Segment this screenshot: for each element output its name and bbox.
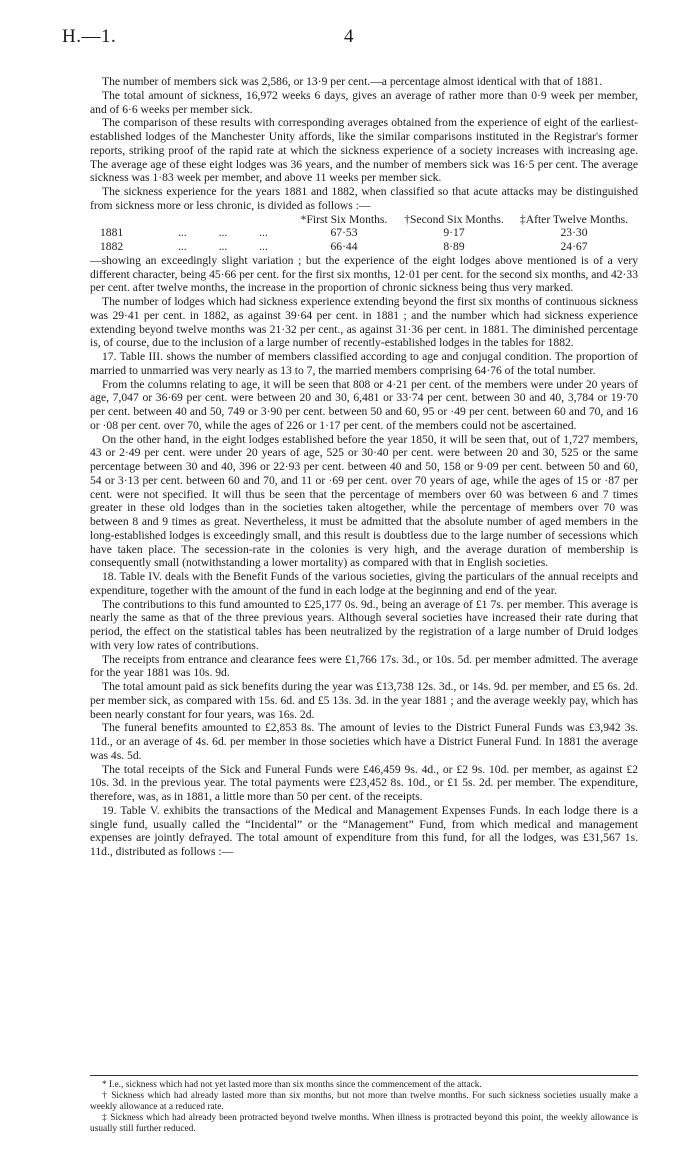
- paragraph-lodges-experience: The number of lodges which had sickness experience extending beyond the first six months of continuous sickness was 29·41 per cent. in 1882, as against 39·64 per cent. in 1881 ; and the number which had sickness experience extending beyond twelve months was 21·32 per cent., as against 31·36 per cent. in 1881. The diminished percentage is, of course, due to the inclusion of a large number of recently-established lodges in the tables for 1882.: [90, 295, 638, 350]
- paragraph-age-columns: From the columns relating to age, it will be seen that 808 or 4·21 per cent. of the members were under 20 years of age, 7,047 or 36·69 per cent. were between 20 and 30, 6,481 or 33·74 per cent. between 30 and 40, 3,784 or 19·70 per cent. between 40 and 50, 749 or 3·90 per cent. between 50 and 60, 95 or ·49 per cent. between 60 and 70, and 16 or ·08 per cent. over 70, while the ages of 226 or 1·17 per cent. of the members could not be ascertained.: [90, 377, 638, 432]
- paragraph-section-17: 17. Table III. shows the number of members classified according to age and conjugal condition. The proportion of married to unmarried was very nearly as 13 to 7, the married members comprising 64·76 of the total number.: [90, 350, 638, 377]
- page-number: 4: [344, 26, 354, 47]
- report-body: [90, 75, 638, 859]
- footnote-second-six-months: † Sickness which had already lasted more than six months, but not more than twelve months. For such sickness societies usually make a weekly allowance at a reduced rate.: [90, 1091, 638, 1112]
- row-year: 1882: [100, 240, 124, 253]
- paragraph-members-sick: The number of members sick was 2,586, or 13·9 per cent.—a percentage almost identical with that of 1881.: [102, 75, 602, 88]
- footnotes: [90, 1080, 638, 1135]
- column-header-second-six-months: †Second Six Months.: [404, 212, 504, 226]
- paragraph-sick-benefits: The total amount paid as sick benefits during the year was £13,738 12s. 3d., or 14s. 9d. per member, and £5 6s. 2d. per member sick, as compared with 15s. 6d. and £5 13s. 3d. in the year 1881 ; and the average weekly pay, which has been nearly constant for four years, was 16s. 2d.: [90, 680, 638, 721]
- paragraph-funeral-benefits: The funeral benefits amounted to £2,853 8s. The amount of levies to the District Funeral Funds was £3,942 3s. 11d., or an average of 4s. 6d. per member in those societies which have a District Funeral Fund. In 1881 the average was 4s. 5d.: [90, 721, 638, 762]
- footnote-first-six-months: * I.e., sickness which had not yet lasted more than six months since the commencement of the attack.: [102, 1080, 482, 1090]
- paragraph-section-18: 18. Table IV. deals with the Benefit Funds of the various societies, giving the particulars of the annual receipts and expenditure, together with the amount of the fund in each lodge at the beginning and end of the year.: [90, 570, 638, 597]
- cell-after-twelve-months: 23·30: [560, 226, 588, 240]
- footnote-divider: [90, 1075, 638, 1076]
- report-reference: H.—1.: [62, 26, 117, 47]
- cell-after-twelve-months: 24·67: [560, 240, 588, 253]
- paragraph-manchester-comparison: The comparison of these results with corresponding averages obtained from the experience of eight of the earliest-established lodges of the Manchester Unity affords, like the similar comparisons instituted in the Registrar's former reports, striking proof of the rapid rate at which the sickness experience of a society increases with increasing age. The average age of these eight lodges was 36 years, and the number of members sick was 16·5 per cent. The average sickness was 1·83 week per member, and above 11 weeks per member sick.: [90, 116, 638, 185]
- paragraph-section-19: 19. Table V. exhibits the transactions of the Medical and Management Expenses Funds. In each lodge there is a single fund, usually called the “Incidental” or the “Management” Fund, from which medical and management expenses are jointly defrayed. The total amount of expenditure from this fund, for all the lodges, was £31,567 1s. 11d., distributed as follows :—: [90, 803, 638, 858]
- table-header-row: [90, 213, 638, 227]
- table-row: [90, 226, 638, 240]
- paragraph-total-sickness: The total amount of sickness, 16,972 weeks 6 days, gives an average of rather more than 0·9 week per member, and of 6·6 weeks per member sick.: [90, 88, 638, 116]
- sickness-classification-table: [90, 213, 638, 254]
- cell-first-six-months: 66·44: [330, 240, 358, 253]
- column-header-after-twelve-months: ‡After Twelve Months.: [519, 212, 629, 226]
- paragraph-variation: —showing an exceedingly slight variation ; but the experience of the eight lodges above mentioned is of a very different character, being 45·66 per cent. for the first six months, 12·01 per cent. for the second six months, and 42·33 per cent. after twelve months, the increase in the proportion of chronic sickness being thus very marked.: [90, 253, 638, 295]
- row-year: 1881: [100, 226, 124, 240]
- cell-second-six-months: 9·17: [443, 226, 465, 240]
- row-leader-dots: ... ... ...: [178, 226, 268, 240]
- paragraph-eight-lodges: On the other hand, in the eight lodges established before the year 1850, it will be seen that, out of 1,727 members, 43 or 2·49 per cent. were under 20 years of age, 525 or 30·40 per cent. were between 20 and 30, 525 or the same percentage between 30 and 40, 396 or 22·93 per cent. between 40 and 50, 158 or 9·09 per cent. between 50 and 60, 54 or 3·13 per cent. between 60 and 70, and 11 or ·69 per cent. over 70 years of age, while the ages of 15 or ·87 per cent. were not specified. It will thus be seen that the percentage of members over 60 was between 6 and 7 times greater in these old lodges than in the societies taken altogether, while the percentage of members over 70 was between 8 and 9 times as great. Nevertheless, it must be admitted that the absolute number of aged members in the long-established lodges is exceedingly small, and this result is doubtless due to the large number of secessions which have taken place. The secession-rate in the colonies is very high, and the average duration of membership is consequently small (notwithstanding a lower mortality) as compared with that in English societies.: [90, 432, 638, 570]
- paragraph-classification-intro: The sickness experience for the years 1881 and 1882, when classified so that acute attacks may be distinguished from sickness more or less chronic, is divided as follows :—: [90, 185, 638, 212]
- paragraph-total-receipts: The total receipts of the Sick and Funeral Funds were £46,459 9s. 4d., or £2 9s. 10d. per member, as against £2 10s. 3d. in the previous year. The total payments were £23,452 8s. 10d., or £1 5s. 2d. per member. The expenditure, therefore, was, as in 1881, a little more than 50 per cent. of the receipts.: [90, 762, 638, 803]
- footnote-after-twelve-months: ‡ Sickness which had already been protracted beyond twelve months. When illness is protracted beyond this point, the weekly allowance is usually still further reduced.: [90, 1113, 638, 1134]
- cell-second-six-months: 8·89: [443, 240, 465, 253]
- row-leader-dots: ... ... ...: [178, 240, 268, 253]
- table-row: [90, 240, 638, 254]
- cell-first-six-months: 67·53: [330, 226, 358, 240]
- column-header-first-six-months: *First Six Months.: [300, 212, 388, 226]
- paragraph-entrance-fees: The receipts from entrance and clearance fees were £1,766 17s. 3d., or 10s. 5d. per member admitted. The average for the year 1881 was 10s. 9d.: [90, 652, 638, 680]
- paragraph-contributions: The contributions to this fund amounted to £25,177 0s. 9d., being an average of £1 7s. per member. This average is nearly the same as that of the three previous years. Although several societies have increased their rate during that period, the effect on the statistical tables has been neutralized by the registration of a large number of Druid lodges with very low rates of contributions.: [90, 597, 638, 652]
